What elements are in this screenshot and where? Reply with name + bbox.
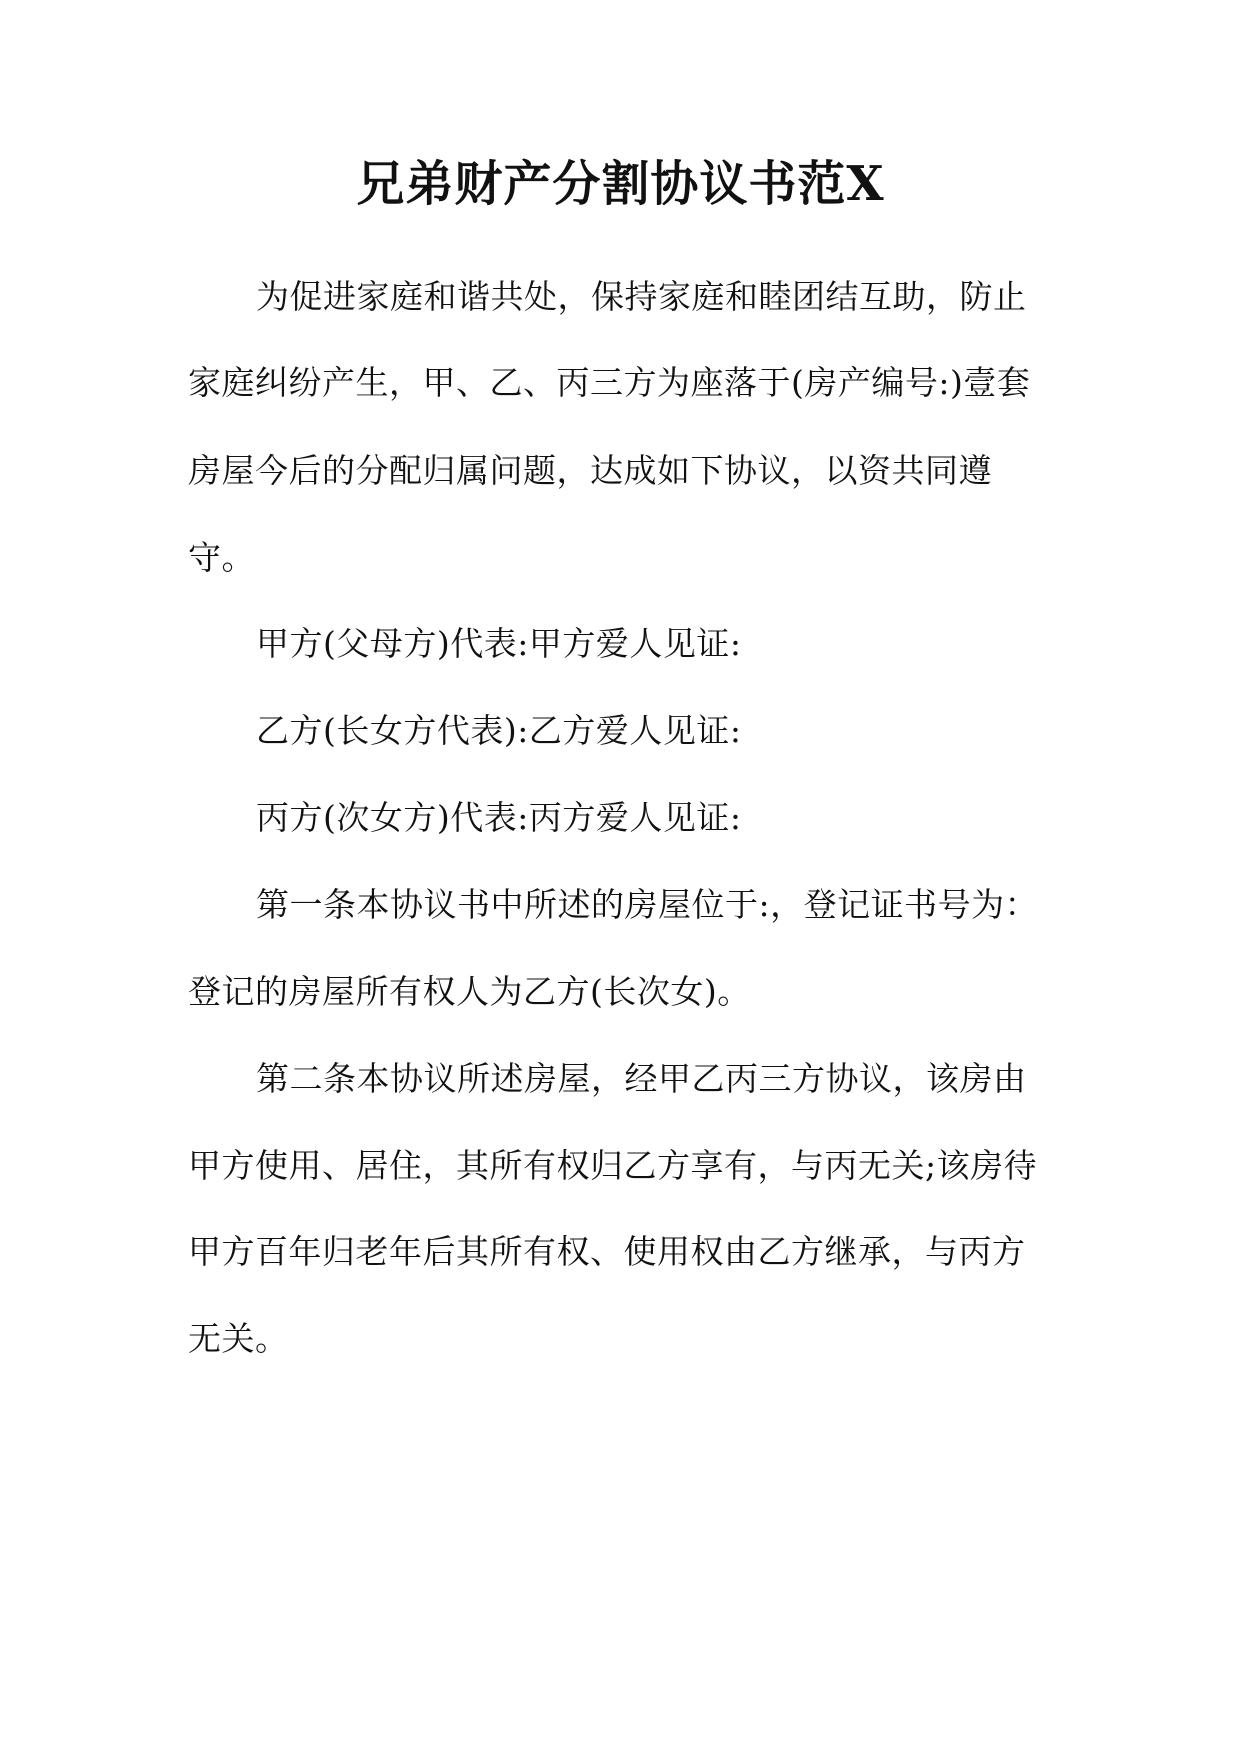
document-title: 兄弟财产分割协议书范X xyxy=(356,156,885,212)
paragraph-1-line-1: 为促进家庭和谐共处，保持家庭和睦团结互助，防止 xyxy=(256,277,1027,316)
paragraph-1-line-4: 守。 xyxy=(188,538,255,577)
paragraph-1-line-3: 房屋今后的分配归属问题，达成如下协议，以资共同遵 xyxy=(188,451,992,490)
article-2-line-2: 甲方使用、居住，其所有权归乙方享有，与丙无关;该房待 xyxy=(188,1146,1038,1185)
article-1-line-2: 登记的房屋所有权人为乙方(长次女)。 xyxy=(188,972,751,1011)
party-b-line: 乙方(长女方代表):乙方爱人见证: xyxy=(256,711,742,750)
article-2-line-3: 甲方百年归老年后其所有权、使用权由乙方继承，与丙方 xyxy=(188,1232,1026,1271)
party-a-line: 甲方(父母方)代表:甲方爱人见证: xyxy=(256,624,742,663)
article-2-line-1: 第二条本协议所述房屋，经甲乙丙三方协议，该房由 xyxy=(256,1059,1027,1098)
article-1-line-1: 第一条本协议书中所述的房屋位于:，登记证书号为： xyxy=(256,885,1039,924)
article-2-line-4: 无关。 xyxy=(188,1319,289,1358)
paragraph-1-line-2: 家庭纠纷产生，甲、乙、丙三方为座落于(房产编号:)壹套 xyxy=(188,363,1031,402)
party-c-line: 丙方(次女方)代表:丙方爱人见证: xyxy=(256,798,742,837)
